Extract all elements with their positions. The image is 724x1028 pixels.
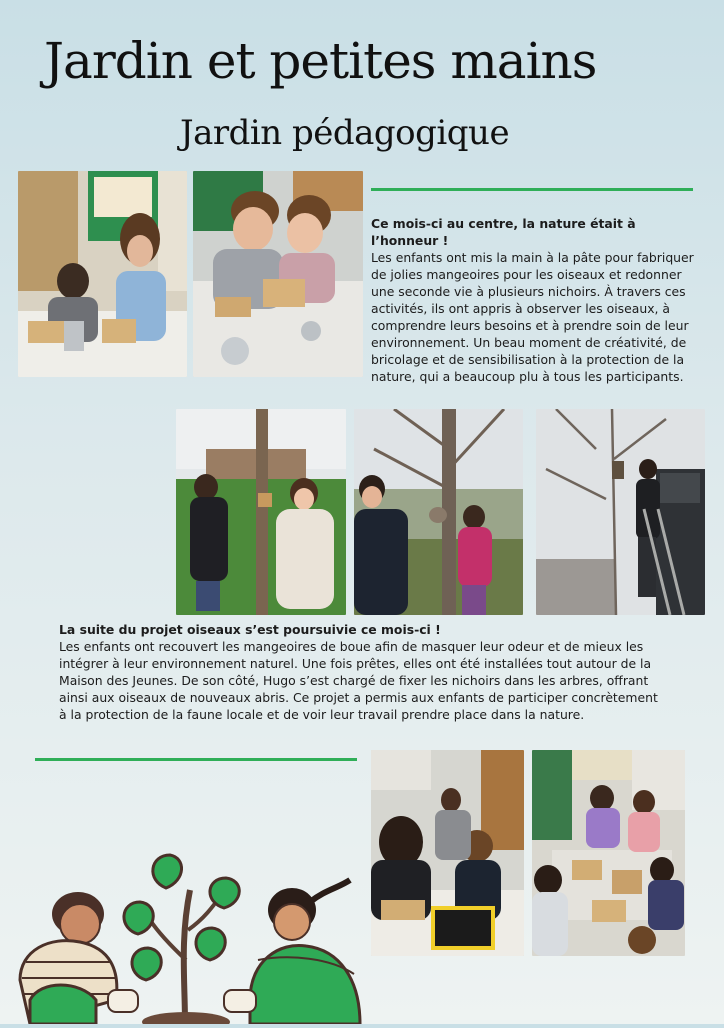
section2-body: Les enfants ont recouvert les mangeoires de boue afin de masquer leur odeur et de mieux les intégrer à leur environnement naturel. Une fois prêtes, elles ont été installées tout autour de la Maison des Jeunes. De son côté, Hugo s’est chargé de fixer les nichoirs dans les arbres, offrant ainsi aux oiseaux de nouveaux abris. Ce projet a permis aux enfants de participer concrètement à la protection de la faune locale et de voir leur travail prendre place dans la nature. xyxy=(59,639,658,722)
photo-drill-workshop xyxy=(371,750,524,956)
section2-lead: La suite du projet oiseaux s’est poursuivie ce mois-ci ! xyxy=(59,622,441,637)
divider-rule-bottom xyxy=(35,758,357,761)
photo-kids-tree-feeder xyxy=(354,409,523,615)
section1-body: Les enfants ont mis la main à la pâte pour fabriquer de jolies mangeoires pour les oiseaux et redonner une seconde vie à plusieurs nichoirs. À travers ces activités, ils ont appris à observer les oiseaux, à comprendre leurs besoins et à prendre soin de leur environnement. Un beau moment de créativité, de bricolage et de sensibilisation à la protection de la nature, qui a beaucoup plu à tous les participants. xyxy=(371,250,694,384)
photo-man-ladder xyxy=(536,409,705,615)
divider-rule-top xyxy=(371,188,693,191)
gardening-illustration xyxy=(0,850,370,1024)
section1-lead: Ce mois-ci au centre, la nature était à l’honneur ! xyxy=(371,216,636,248)
photo-boys-building xyxy=(193,171,363,377)
photo-classroom-birdhouse xyxy=(18,171,187,377)
section1-text xyxy=(371,215,696,385)
page-title: Jardin et petites mains xyxy=(44,32,597,90)
page-subtitle: Jardin pédagogique xyxy=(180,113,510,153)
photo-group-table xyxy=(532,750,685,956)
photo-girls-tree xyxy=(176,409,346,615)
section2-text xyxy=(59,621,669,723)
